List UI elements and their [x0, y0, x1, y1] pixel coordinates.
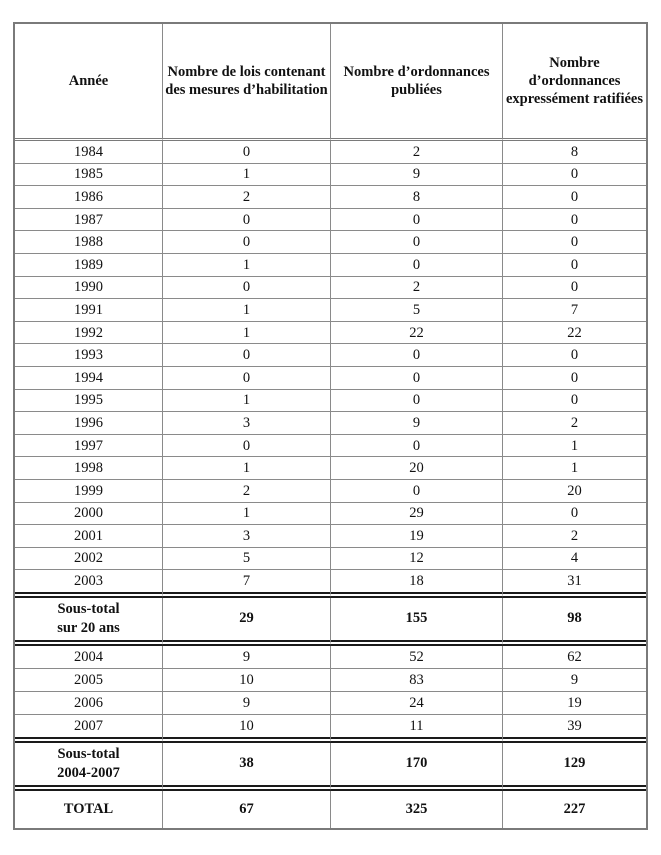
subtotal-ratified: 129: [503, 743, 646, 791]
table-row: [15, 457, 646, 480]
laws-cell: 1: [163, 390, 331, 413]
published-cell: 0: [331, 231, 503, 254]
total-laws: 67: [163, 791, 331, 828]
year-cell: 1984: [15, 141, 163, 164]
ratified-cell: 22: [503, 322, 646, 345]
laws-cell: 0: [163, 209, 331, 232]
table-row: [15, 254, 646, 277]
year-cell: 2007: [15, 715, 163, 743]
published-cell: 0: [331, 254, 503, 277]
laws-cell: 3: [163, 525, 331, 548]
table-row: [15, 186, 646, 209]
subtotal-label-line2: sur 20 ans: [57, 619, 120, 636]
year-cell: 1985: [15, 164, 163, 187]
ratified-cell: 4: [503, 548, 646, 571]
laws-cell: 0: [163, 344, 331, 367]
published-cell: 22: [331, 322, 503, 345]
ratified-cell: 0: [503, 231, 646, 254]
laws-cell: 9: [163, 646, 331, 669]
published-cell: 18: [331, 570, 503, 598]
laws-cell: 1: [163, 164, 331, 187]
subtotal-label-line1: Sous-total: [57, 745, 120, 762]
year-cell: 2000: [15, 503, 163, 526]
laws-cell: 1: [163, 322, 331, 345]
ratified-cell: 39: [503, 715, 646, 743]
ratified-cell: 8: [503, 141, 646, 164]
table-row: [15, 548, 646, 571]
year-cell: 1990: [15, 277, 163, 300]
ratified-cell: 31: [503, 570, 646, 598]
subtotal-row-2004-2007: [15, 743, 646, 791]
laws-cell: 1: [163, 254, 331, 277]
total-label: TOTAL: [15, 791, 163, 828]
laws-cell: 3: [163, 412, 331, 435]
total-published: 325: [331, 791, 503, 828]
year-cell: 1997: [15, 435, 163, 458]
laws-cell: 1: [163, 503, 331, 526]
year-cell: 1989: [15, 254, 163, 277]
published-cell: 5: [331, 299, 503, 322]
table-row: [15, 390, 646, 413]
published-cell: 83: [331, 669, 503, 692]
laws-cell: 0: [163, 277, 331, 300]
laws-cell: 0: [163, 435, 331, 458]
table-row: [15, 646, 646, 669]
published-cell: 20: [331, 457, 503, 480]
year-cell: 1996: [15, 412, 163, 435]
subtotal-published: 170: [331, 743, 503, 791]
ratified-cell: 0: [503, 390, 646, 413]
period1-rows: [15, 141, 646, 598]
total-row: [15, 791, 646, 828]
year-cell: 1995: [15, 390, 163, 413]
table-row: [15, 209, 646, 232]
subtotal-row-20-years: [15, 598, 646, 646]
year-cell: 2002: [15, 548, 163, 571]
table-row: [15, 435, 646, 458]
published-cell: 0: [331, 390, 503, 413]
subtotal-laws: 38: [163, 743, 331, 791]
laws-cell: 7: [163, 570, 331, 598]
table-row: [15, 669, 646, 692]
table-row: [15, 164, 646, 187]
published-cell: 0: [331, 480, 503, 503]
laws-cell: 9: [163, 692, 331, 715]
total-ratified: 227: [563, 801, 586, 818]
table-row: [15, 231, 646, 254]
published-cell: 0: [331, 435, 503, 458]
ratified-cell: 0: [503, 277, 646, 300]
year-cell: 1986: [15, 186, 163, 209]
year-cell: 2006: [15, 692, 163, 715]
subtotal-ratified: 98: [503, 598, 646, 646]
period2-rows: [15, 646, 646, 743]
laws-cell: 10: [163, 715, 331, 743]
table-row: [15, 525, 646, 548]
statistics-table: [13, 22, 648, 830]
year-cell: 1991: [15, 299, 163, 322]
table-row: [15, 503, 646, 526]
published-cell: 29: [331, 503, 503, 526]
published-cell: 0: [331, 367, 503, 390]
subtotal-laws: 29: [163, 598, 331, 646]
ratified-cell: 9: [503, 669, 646, 692]
table-row: [15, 412, 646, 435]
published-cell: 2: [331, 277, 503, 300]
published-cell: 0: [331, 344, 503, 367]
table-row: [15, 715, 646, 743]
subtotal-label: [15, 598, 163, 646]
header-ordinances-published: Nombre d’ordonnances publiées: [331, 24, 503, 141]
ratified-cell: 7: [503, 299, 646, 322]
published-cell: 24: [331, 692, 503, 715]
header-laws-count: Nombre de lois contenant des mesures d’habilitation: [163, 24, 331, 141]
published-cell: 52: [331, 646, 503, 669]
ratified-cell: 0: [503, 367, 646, 390]
header-ordinances-ratified: Nombre d’ordonnances expressément ratifiées: [503, 24, 646, 141]
published-cell: 12: [331, 548, 503, 571]
laws-cell: 1: [163, 457, 331, 480]
table-row: [15, 141, 646, 164]
year-cell: 1988: [15, 231, 163, 254]
ratified-cell: 0: [503, 164, 646, 187]
table-row: [15, 570, 646, 598]
table-row: [15, 344, 646, 367]
published-cell: 9: [331, 164, 503, 187]
published-cell: 0: [331, 209, 503, 232]
published-cell: 9: [331, 412, 503, 435]
header-year: Année: [15, 24, 163, 141]
ratified-cell: 0: [503, 344, 646, 367]
laws-cell: 5: [163, 548, 331, 571]
ratified-cell: 2: [503, 412, 646, 435]
year-cell: 1998: [15, 457, 163, 480]
year-cell: 1999: [15, 480, 163, 503]
table-row: [15, 480, 646, 503]
ratified-cell: 1: [503, 435, 646, 458]
header-row: [15, 24, 646, 141]
published-cell: 11: [331, 715, 503, 743]
table-row: [15, 299, 646, 322]
year-cell: 2003: [15, 570, 163, 598]
ratified-cell: 19: [503, 692, 646, 715]
ratified-cell: 20: [503, 480, 646, 503]
year-cell: 1993: [15, 344, 163, 367]
ratified-cell: 0: [503, 209, 646, 232]
laws-cell: 0: [163, 231, 331, 254]
year-cell: 1987: [15, 209, 163, 232]
laws-cell: 0: [163, 367, 331, 390]
published-cell: 8: [331, 186, 503, 209]
laws-cell: 10: [163, 669, 331, 692]
table-row: [15, 322, 646, 345]
table-row: [15, 367, 646, 390]
subtotal-label-line1: Sous-total: [57, 600, 120, 617]
laws-cell: 2: [163, 480, 331, 503]
year-cell: 1994: [15, 367, 163, 390]
laws-cell: 1: [163, 299, 331, 322]
ratified-cell: 1: [503, 457, 646, 480]
ratified-cell: 0: [503, 186, 646, 209]
ratified-cell: 0: [503, 503, 646, 526]
year-cell: 2005: [15, 669, 163, 692]
year-cell: 2001: [15, 525, 163, 548]
ratified-cell: 0: [503, 254, 646, 277]
subtotal-published: 155: [331, 598, 503, 646]
published-cell: 2: [331, 141, 503, 164]
subtotal-label-line2: 2004-2007: [57, 764, 120, 781]
ratified-cell: 62: [503, 646, 646, 669]
published-cell: 19: [331, 525, 503, 548]
ratified-cell: 2: [503, 525, 646, 548]
subtotal-label: [15, 743, 163, 791]
laws-cell: 0: [163, 141, 331, 164]
year-cell: 1992: [15, 322, 163, 345]
laws-cell: 2: [163, 186, 331, 209]
year-cell: 2004: [15, 646, 163, 669]
table-row: [15, 692, 646, 715]
table-row: [15, 277, 646, 300]
